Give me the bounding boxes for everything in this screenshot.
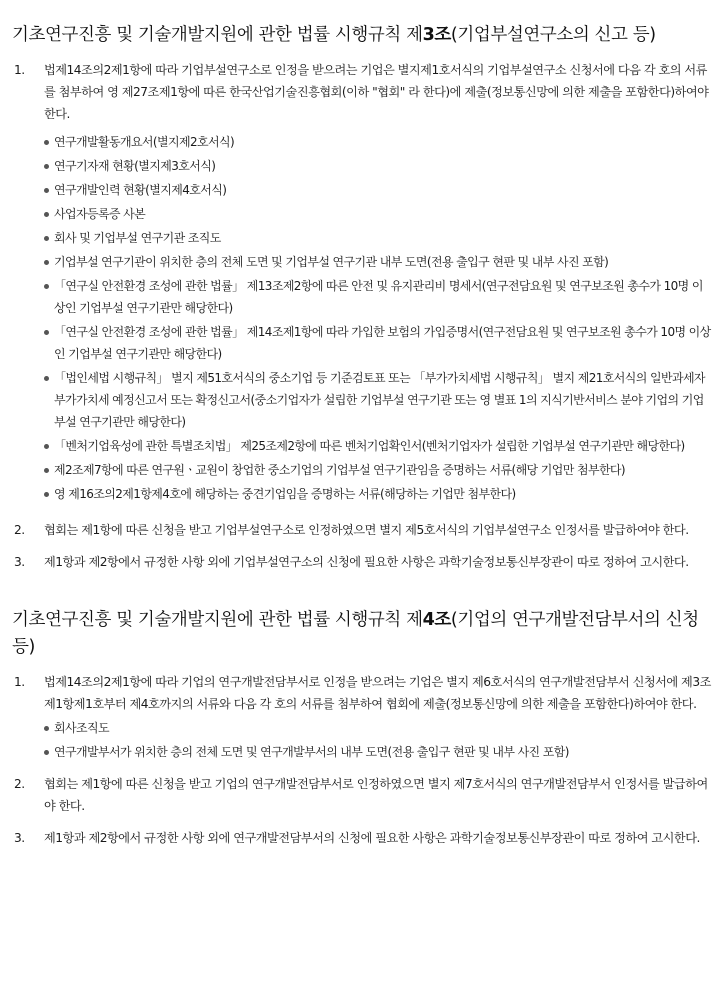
title-main: 기초연구진흥 및 기술개발지원에 관한 법률 시행규칙 제 [12, 25, 423, 45]
item-number: 3. [14, 831, 25, 845]
article-item [12, 551, 712, 573]
item-number: 2. [14, 777, 25, 791]
document-item: 「법인세법 시행규칙」 별지 제51호서식의 중소기업 등 기준검토표 또는 「부가가치세법 시행규칙」 별지 제21호서식의 일반과세자 부가가치세 예정신고서 또는 확정신고서(중소기업자가 설립한 기업부설 연구기관 또는 영 별표 1의 지식기반서비스 분야 기업의 기업부설 연구기관만 해당한다) [44, 367, 712, 433]
item-text: 법제14조의2제1항에 따라 기업부설연구소로 인정을 받으려는 기업은 별지제1호서식의 기업부설연구소 신청서에 다음 각 호의 서류를 첨부하여 영 제27조제1항에 따른 한국산업기술진흥협회(이하 "협회" 라 한다)에 제출(정보통신망에 의한 제출을 포함한다)하여야 한다. [44, 63, 709, 121]
document-item: 「연구실 안전환경 조성에 관한 법률」 제14조제1항에 따라 가입한 보험의 가입증명서(연구전담요원 및 연구보조원 총수가 10명 이상인 기업부설 연구기관만 해당한다) [44, 321, 712, 365]
article-item [12, 519, 712, 541]
document-item: 회사조직도 [44, 717, 712, 739]
item-text: 협회는 제1항에 따른 신청을 받고 기업의 연구개발전담부서로 인정하였으면 별지 제7호서식의 연구개발전담부서 인정서를 발급하여야 한다. [44, 777, 708, 813]
section-title [12, 607, 712, 661]
article-list [12, 671, 712, 849]
title-subject: (기업의 연구개발전담부서의 신청 등) [12, 610, 699, 657]
document-item: 연구기자재 현황(별지제3호서식) [44, 155, 712, 177]
document-item: 제2조제7항에 따른 연구원ㆍ교원이 창업한 중소기업의 기업부설 연구기관임을 증명하는 서류(해당 기업만 첨부한다) [44, 459, 712, 481]
title-article-number: 4조 [422, 610, 451, 630]
article-item [12, 59, 712, 505]
item-text: 법제14조의2제1항에 따라 기업의 연구개발전담부서로 인정을 받으려는 기업은 별지 제6호서식의 연구개발전담부서 신청서에 제3조제1항제1호부터 제4호까지의 서류와 다음 각 호의 서류를 첨부하여 협회에 제출(정보통신망에 의한 제출을 포함한다)하여야 한다. [44, 675, 711, 711]
item-text: 제1항과 제2항에서 규정한 사항 외에 연구개발전담부서의 신청에 필요한 사항은 과학기술정보통신부장관이 따로 정하여 고시한다. [44, 831, 700, 845]
document-item: 회사 및 기업부설 연구기관 조직도 [44, 227, 712, 249]
document-item: 「연구실 안전환경 조성에 관한 법률」 제13조제2항에 따른 안전 및 유지관리비 명세서(연구전담요원 및 연구보조원 총수가 10명 이상인 기업부설 연구기관만 해당한다) [44, 275, 712, 319]
item-number: 3. [14, 555, 25, 569]
section-title [12, 22, 712, 49]
title-article-number: 3조 [422, 25, 451, 45]
title-main: 기초연구진흥 및 기술개발지원에 관한 법률 시행규칙 제 [12, 610, 423, 630]
document-item: 연구개발부서가 위치한 층의 전체 도면 및 연구개발부서의 내부 도면(전용 출입구 현판 및 내부 사진 포함) [44, 741, 712, 763]
article-list [12, 59, 712, 573]
title-subject: (기업부설연구소의 신고 등) [450, 25, 656, 45]
item-text: 협회는 제1항에 따른 신청을 받고 기업부설연구소로 인정하였으면 별지 제5호서식의 기업부설연구소 인정서를 발급하여야 한다. [44, 523, 689, 537]
document-item: 연구개발활동개요서(별지제2호서식) [44, 131, 712, 153]
document-item: 기업부설 연구기관이 위치한 층의 전체 도면 및 기업부설 연구기관 내부 도면(전용 출입구 현판 및 내부 사진 포함) [44, 251, 712, 273]
required-documents-list [44, 131, 712, 505]
article-item [12, 827, 712, 849]
document-item: 「벤처기업육성에 관한 특별조치법」 제25조제2항에 따른 벤처기업확인서(벤처기업자가 설립한 기업부설 연구기관만 해당한다) [44, 435, 712, 457]
item-number: 1. [14, 63, 25, 77]
item-text: 제1항과 제2항에서 규정한 사항 외에 기업부설연구소의 신청에 필요한 사항은 과학기술정보통신부장관이 따로 정하여 고시한다. [44, 555, 689, 569]
article-item [12, 671, 712, 763]
section-article-4 [12, 607, 712, 849]
item-number: 2. [14, 523, 25, 537]
item-number: 1. [14, 675, 25, 689]
document-item: 사업자등록증 사본 [44, 203, 712, 225]
document-item: 연구개발인력 현황(별지제4호서식) [44, 179, 712, 201]
section-article-3 [12, 22, 712, 573]
document-item: 영 제16조의2제1항제4호에 해당하는 중견기업임을 증명하는 서류(해당하는 기업만 첨부한다) [44, 483, 712, 505]
article-item [12, 773, 712, 817]
required-documents-list [44, 717, 712, 763]
